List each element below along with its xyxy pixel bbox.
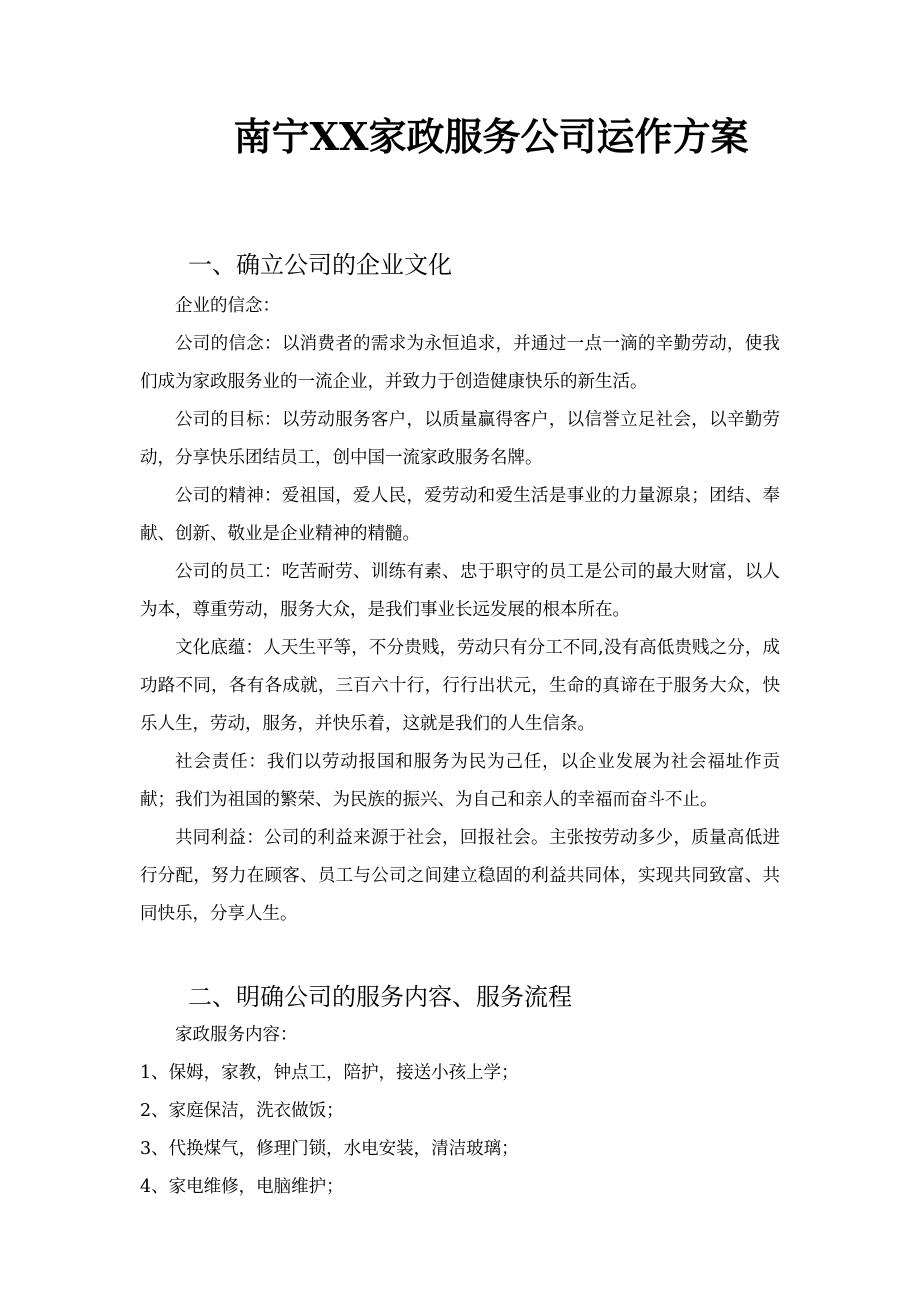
service-list-item: 1、保姆，家教，钟点工，陪护，接送小孩上学； <box>140 1063 519 1083</box>
section-intro: 企业的信念： <box>175 296 280 316</box>
service-list-item: 2、家庭保洁，洗衣做饭； <box>140 1101 344 1121</box>
paragraph-staff: 公司的员工：吃苦耐劳、训练有素、忠于职守的员工是公司的最大财富，以人为本，尊重劳动，服务大众，是我们事业长远发展的根本所在。 <box>140 562 780 620</box>
section-culture-body <box>140 287 780 933</box>
section-heading-services: 二、明确公司的服务内容、服务流程 <box>188 983 572 1011</box>
section-intro: 家政服务内容： <box>175 1025 298 1045</box>
paragraph-culture: 文化底蕴：人天生平等，不分贵贱，劳动只有分工不同,没有高低贵贱之分，成功路不同，各有各成就，三百六十行，行行出状元，生命的真谛在于服务大众，快乐人生，劳动，服务，并快乐着，这就是我们的人生信条。 <box>140 638 780 734</box>
paragraph-social-responsibility: 社会责任：我们以劳动报国和服务为民为己任，以企业发展为社会福址作贡献；我们为祖国的繁荣、为民族的振兴、为自己和亲人的幸福而奋斗不止。 <box>140 752 780 810</box>
service-list-item: 4、家电维修，电脑维护； <box>140 1177 344 1197</box>
section-heading-culture: 一、确立公司的企业文化 <box>188 251 452 279</box>
section-services-body <box>140 1016 780 1206</box>
paragraph-common-interest: 共同利益：公司的利益来源于社会，回报社会。主张按劳动多少，质量高低进行分配，努力在顾客、员工与公司之间建立稳固的利益共同体，实现共同致富、共同快乐，分享人生。 <box>140 828 780 924</box>
paragraph-belief: 公司的信念：以消费者的需求为永恒追求，并通过一点一滴的辛勤劳动，使我们成为家政服务业的一流企业，并致力于创造健康快乐的新生活。 <box>140 334 780 392</box>
paragraph-spirit: 公司的精神：爱祖国，爱人民，爱劳动和爱生活是事业的力量源泉；团结、奉献、创新、敬业是企业精神的精髓。 <box>140 486 780 544</box>
paragraph-goal: 公司的目标：以劳动服务客户，以质量赢得客户，以信誉立足社会，以辛勤劳动，分享快乐团结员工，创中国一流家政服务名牌。 <box>140 410 780 468</box>
document-title: 南宁XX家政服务公司运作方案 <box>233 114 749 159</box>
service-list-item: 3、代换煤气，修理门锁，水电安装，清洁玻璃； <box>140 1139 519 1159</box>
